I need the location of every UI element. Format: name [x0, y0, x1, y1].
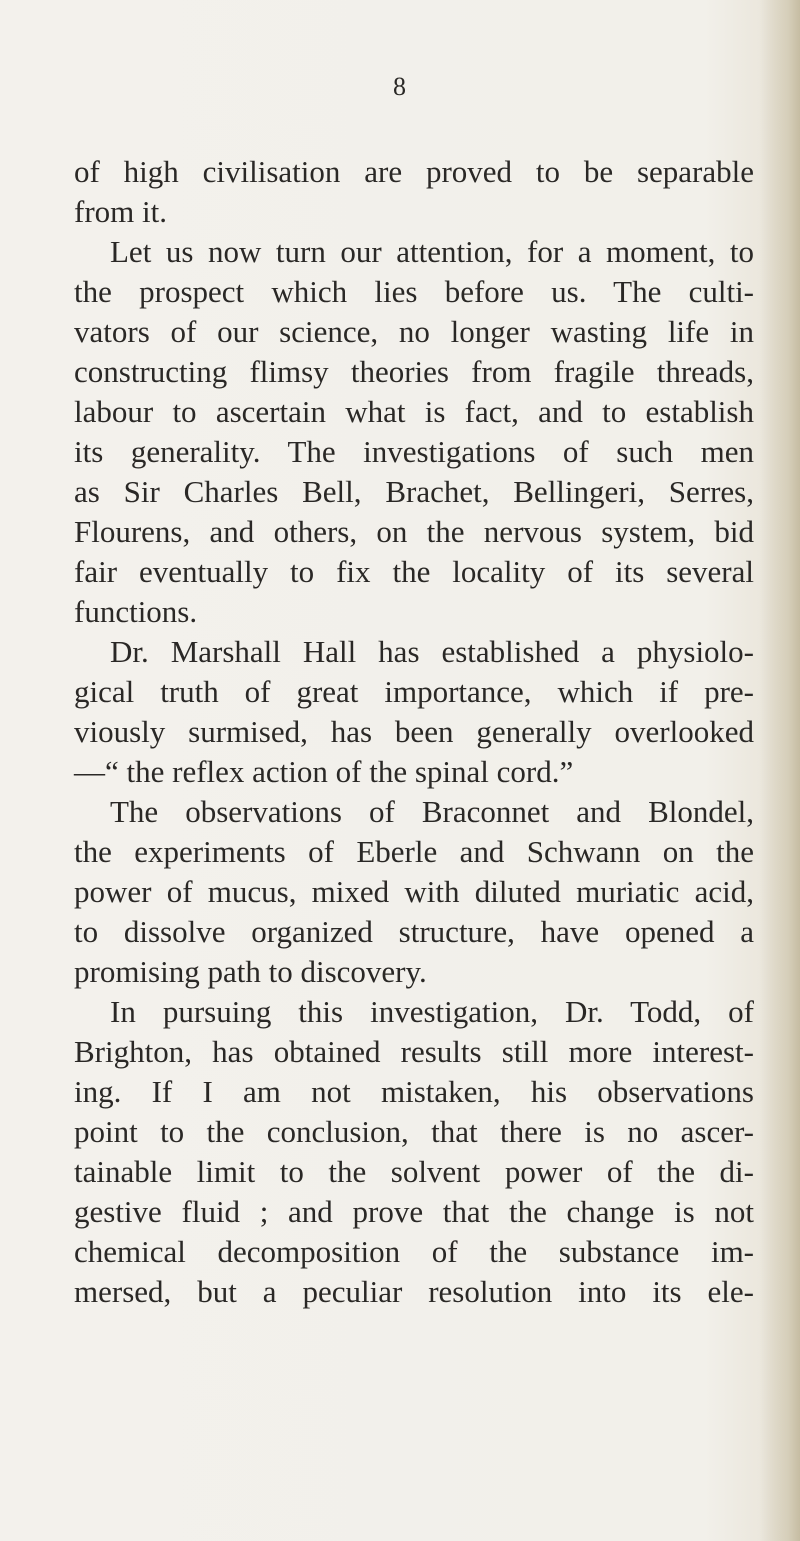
text-line: Dr. Marshall Hall has established a physiolo- [110, 634, 754, 669]
text-line: Brighton, has obtained results still more interest- [74, 1034, 754, 1069]
text-line: —“ the reflex action of the spinal cord.” [74, 754, 574, 789]
text-line: point to the conclusion, that there is no ascer- [74, 1114, 754, 1149]
text-line: gical truth of great importance, which if pre- [74, 674, 754, 709]
page-number: 8 [393, 72, 407, 101]
text-line: viously surmised, has been generally overlooked [74, 714, 754, 749]
text-line: constructing flimsy theories from fragile threads, [74, 354, 754, 389]
text-line: Flourens, and others, on the nervous system, bid [74, 514, 754, 549]
text-line: promising path to discovery. [74, 954, 427, 989]
text-line: mersed, but a peculiar resolution into its ele- [74, 1274, 754, 1309]
text-line: power of mucus, mixed with diluted muriatic acid, [74, 874, 754, 909]
text-line: functions. [74, 594, 198, 629]
text-line: as Sir Charles Bell, Brachet, Bellingeri, Serres, [74, 474, 754, 509]
text-line: from it. [74, 194, 167, 229]
text-line: its generality. The investigations of such men [74, 434, 754, 469]
text-line: the experiments of Eberle and Schwann on the [74, 834, 754, 869]
text-line: vators of our science, no longer wasting life in [74, 314, 754, 349]
text-line: of high civilisation are proved to be separable [74, 154, 754, 189]
page-edge-stain [760, 0, 800, 1541]
text-line: gestive fluid ; and prove that the change is not [74, 1194, 754, 1229]
text-line: In pursuing this investigation, Dr. Todd, of [110, 994, 754, 1029]
text-line: Let us now turn our attention, for a moment, to [110, 234, 754, 269]
text-line: the prospect which lies before us. The culti- [74, 274, 754, 309]
text-line: to dissolve organized structure, have opened a [74, 914, 754, 949]
text-line: fair eventually to fix the locality of its several [74, 554, 754, 589]
text-line: ing. If I am not mistaken, his observations [74, 1074, 754, 1109]
text-line: tainable limit to the solvent power of the di- [74, 1154, 754, 1189]
text-line: The observations of Braconnet and Blondel, [110, 794, 754, 829]
text-line: labour to ascertain what is fact, and to establish [74, 394, 754, 429]
text-line: chemical decomposition of the substance im- [74, 1234, 754, 1269]
